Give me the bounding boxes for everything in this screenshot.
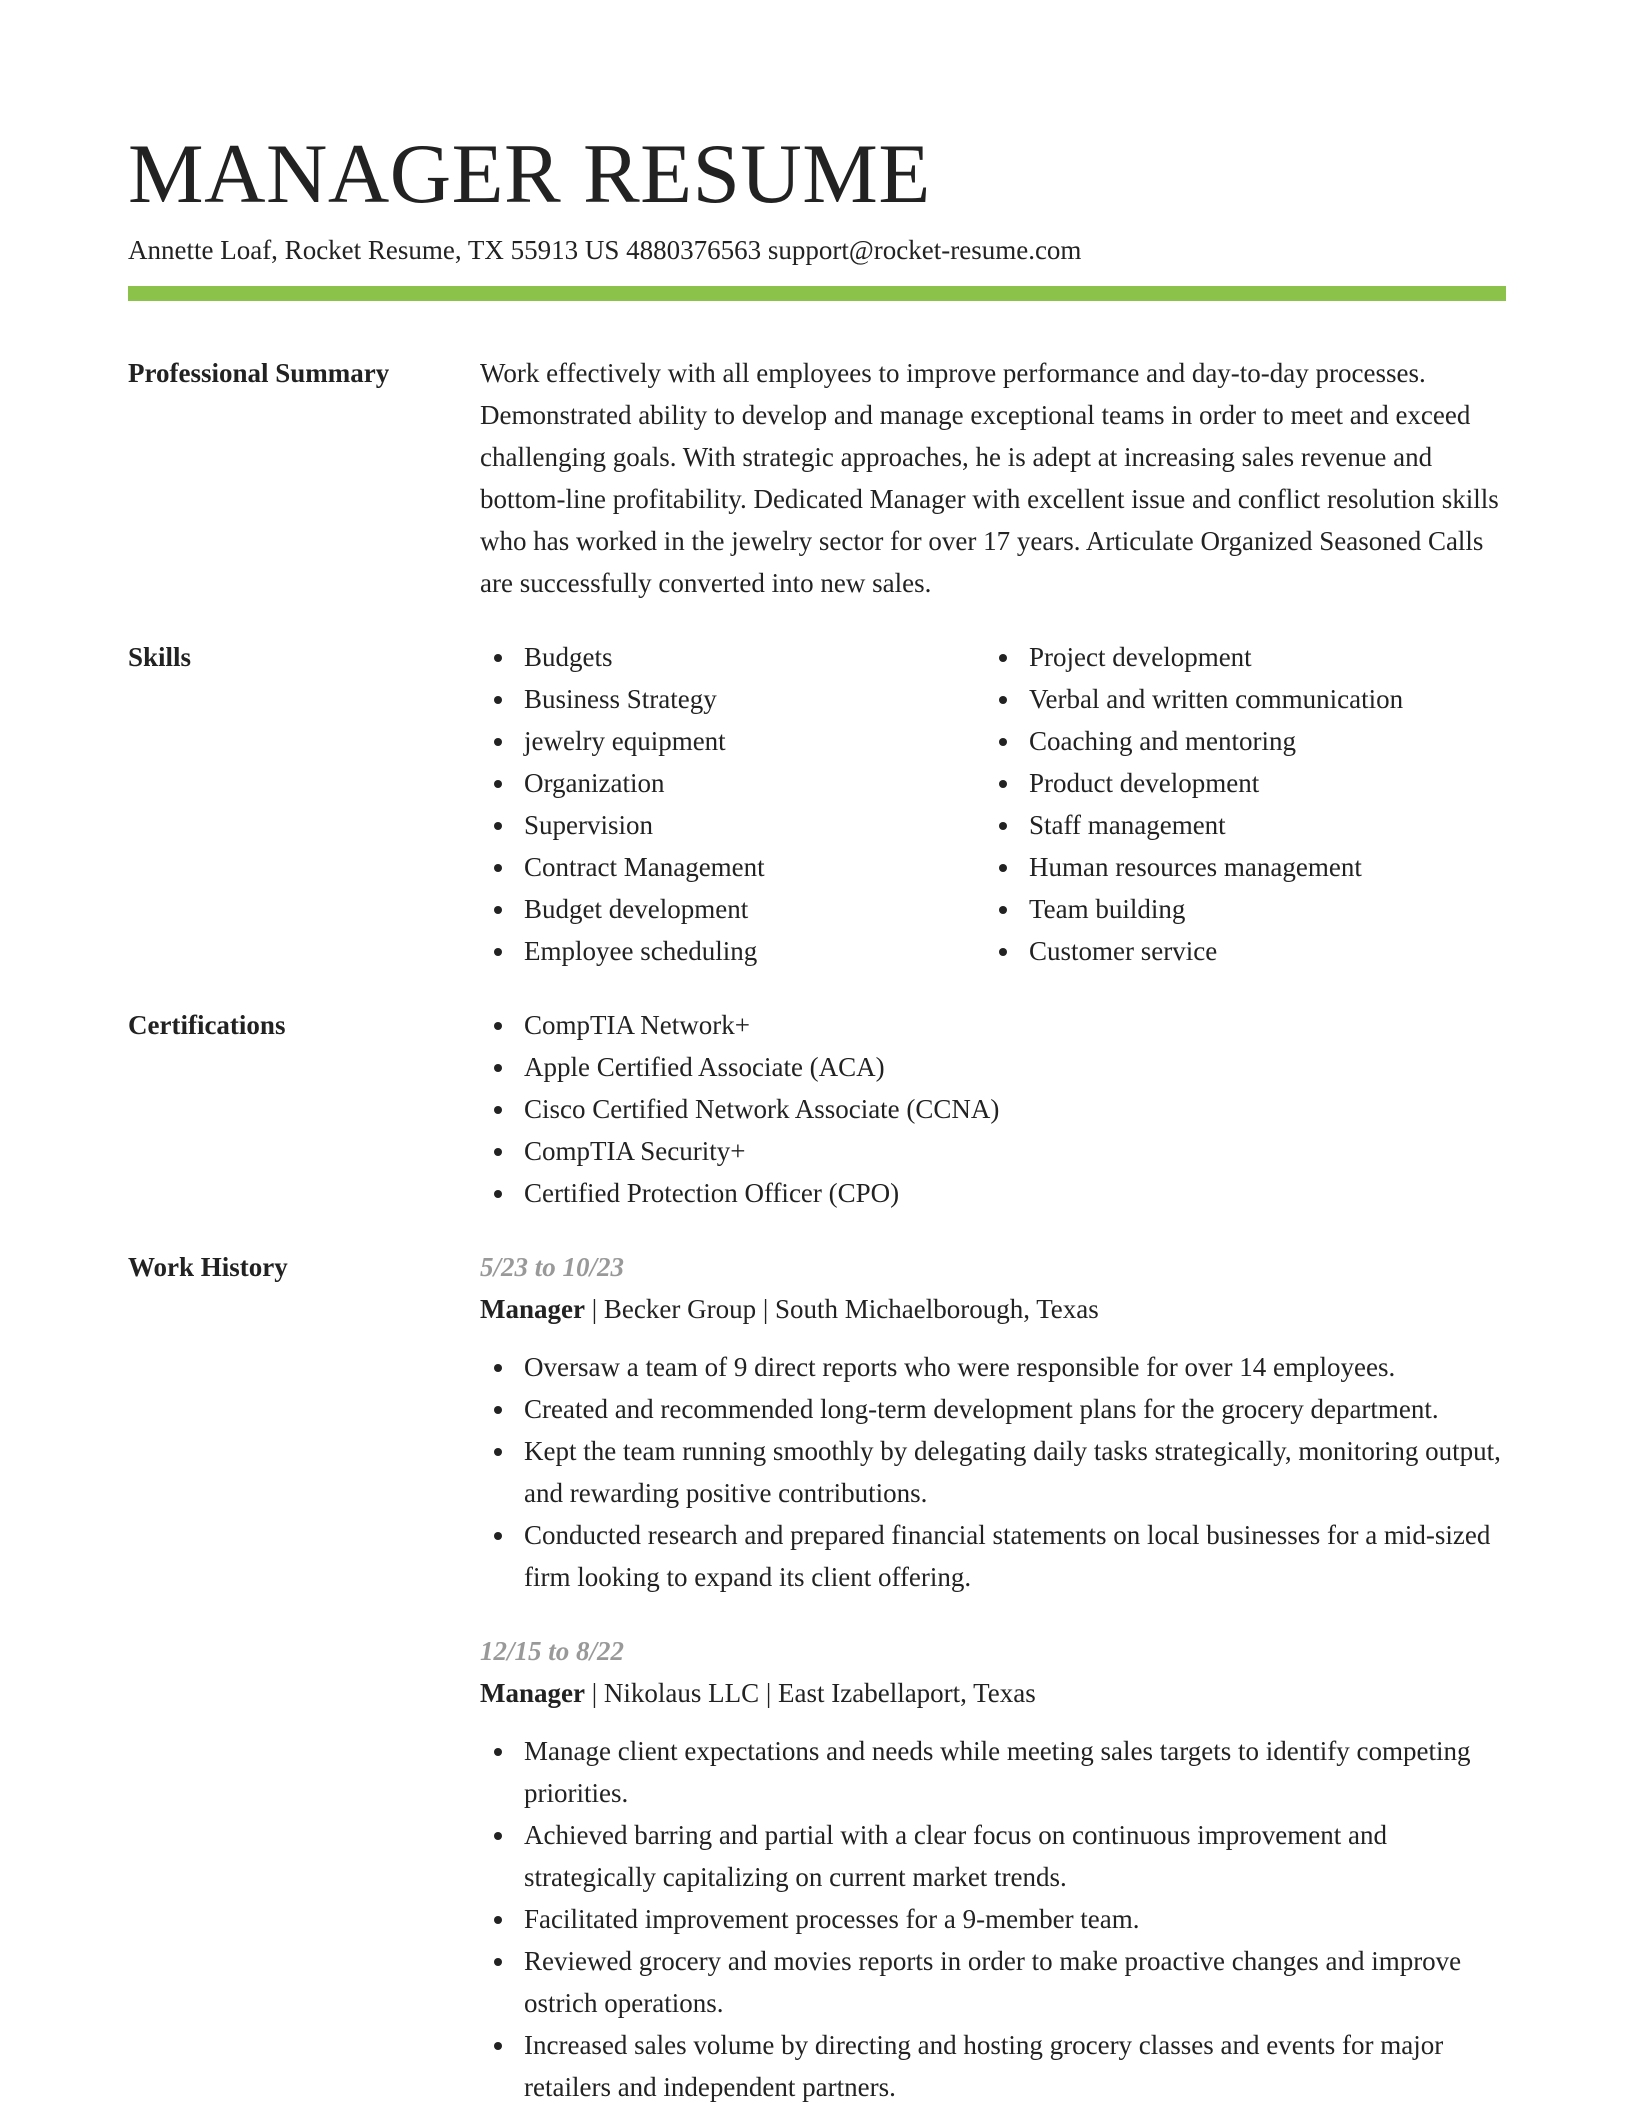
skills-columns <box>480 636 1506 972</box>
job-bullet: Conducted research and prepared financial statements on local businesses for a mid-sized firm looking to expand its client offering. <box>480 1514 1506 1598</box>
section-work-history <box>128 1246 1506 2108</box>
section-label-skills: Skills <box>128 642 192 672</box>
job-dates: 5/23 to 10/23 <box>480 1252 625 1282</box>
job-bullet: Manage client expectations and needs while meeting sales targets to identify competing priorities. <box>480 1730 1506 1814</box>
skill-item: Employee scheduling <box>480 930 985 972</box>
skill-item: Project development <box>985 636 1490 678</box>
contact-line: Annette Loaf, Rocket Resume, TX 55913 US 4880376563 support@rocket-resume.com <box>128 235 1082 265</box>
section-skills <box>128 636 1506 972</box>
certification-item: Cisco Certified Network Associate (CCNA) <box>480 1088 1506 1130</box>
job-role: Manager <box>480 1678 585 1708</box>
job-bullets <box>480 1730 1506 2108</box>
job-bullets <box>480 1346 1506 1598</box>
skill-item: Staff management <box>985 804 1490 846</box>
certification-item: CompTIA Network+ <box>480 1004 1506 1046</box>
skills-body <box>480 636 1506 972</box>
skill-item: Human resources management <box>985 846 1490 888</box>
job-bullet: Created and recommended long-term development plans for the grocery department. <box>480 1388 1506 1430</box>
skills-list-right <box>985 636 1490 972</box>
job-bullet: Oversaw a team of 9 direct reports who were responsible for over 14 employees. <box>480 1346 1506 1388</box>
job-role: Manager <box>480 1294 585 1324</box>
job-entry <box>480 1246 1506 1598</box>
skill-item: Verbal and written communication <box>985 678 1490 720</box>
skill-item: Supervision <box>480 804 985 846</box>
skill-item: jewelry equipment <box>480 720 985 762</box>
section-label-summary: Professional Summary <box>128 358 390 388</box>
skill-item: Organization <box>480 762 985 804</box>
work-history-body <box>480 1246 1506 2108</box>
skill-item: Product development <box>985 762 1490 804</box>
job-bullet: Achieved barring and partial with a clear focus on continuous improvement and strategically capitalizing on current market trends. <box>480 1814 1506 1898</box>
accent-divider <box>128 286 1506 301</box>
certification-item: Apple Certified Associate (ACA) <box>480 1046 1506 1088</box>
certifications-list <box>480 1004 1506 1214</box>
job-entry <box>480 1630 1506 2108</box>
certification-item: Certified Protection Officer (CPO) <box>480 1172 1506 1214</box>
skill-item: Customer service <box>985 930 1490 972</box>
section-label-certifications: Certifications <box>128 1010 286 1040</box>
job-title-line <box>480 1672 1506 1714</box>
job-details: | Becker Group | South Michaelborough, Texas <box>584 1294 1099 1324</box>
job-dates: 12/15 to 8/22 <box>480 1636 625 1666</box>
job-bullet: Kept the team running smoothly by delegating daily tasks strategically, monitoring output, and rewarding positive contributions. <box>480 1430 1506 1514</box>
job-title-line <box>480 1288 1506 1330</box>
section-label-work-history: Work History <box>128 1252 288 1282</box>
certification-item: CompTIA Security+ <box>480 1130 1506 1172</box>
summary-text: Work effectively with all employees to improve performance and day-to-day processes. Demonstrated ability to develop and manage exceptional teams in order to meet and exceed challenging goals. With strategic approaches, he is adept at increasing sales revenue and bottom-line profitability. Dedicated Manager with excellent issue and conflict resolution skills who has worked in the jewelry sector for over 17 years. Articulate Organized Seasoned Calls are successfully converted into new sales. <box>480 358 1499 598</box>
skill-item: Team building <box>985 888 1490 930</box>
skill-item: Coaching and mentoring <box>985 720 1490 762</box>
skill-item: Budget development <box>480 888 985 930</box>
job-bullet: Facilitated improvement processes for a 9-member team. <box>480 1898 1506 1940</box>
certifications-body <box>480 1004 1506 1214</box>
skills-list-left <box>480 636 985 972</box>
resume-title: MANAGER RESUME <box>128 127 931 221</box>
section-professional-summary <box>128 352 1506 604</box>
job-bullet: Increased sales volume by directing and hosting grocery classes and events for major retailers and independent partners. <box>480 2024 1506 2108</box>
skill-item: Budgets <box>480 636 985 678</box>
resume-page <box>128 124 1506 2108</box>
section-certifications <box>128 1004 1506 1214</box>
job-bullet: Reviewed grocery and movies reports in order to make proactive changes and improve ostrich operations. <box>480 1940 1506 2024</box>
skill-item: Contract Management <box>480 846 985 888</box>
job-details: | Nikolaus LLC | East Izabellaport, Texas <box>584 1678 1036 1708</box>
skill-item: Business Strategy <box>480 678 985 720</box>
